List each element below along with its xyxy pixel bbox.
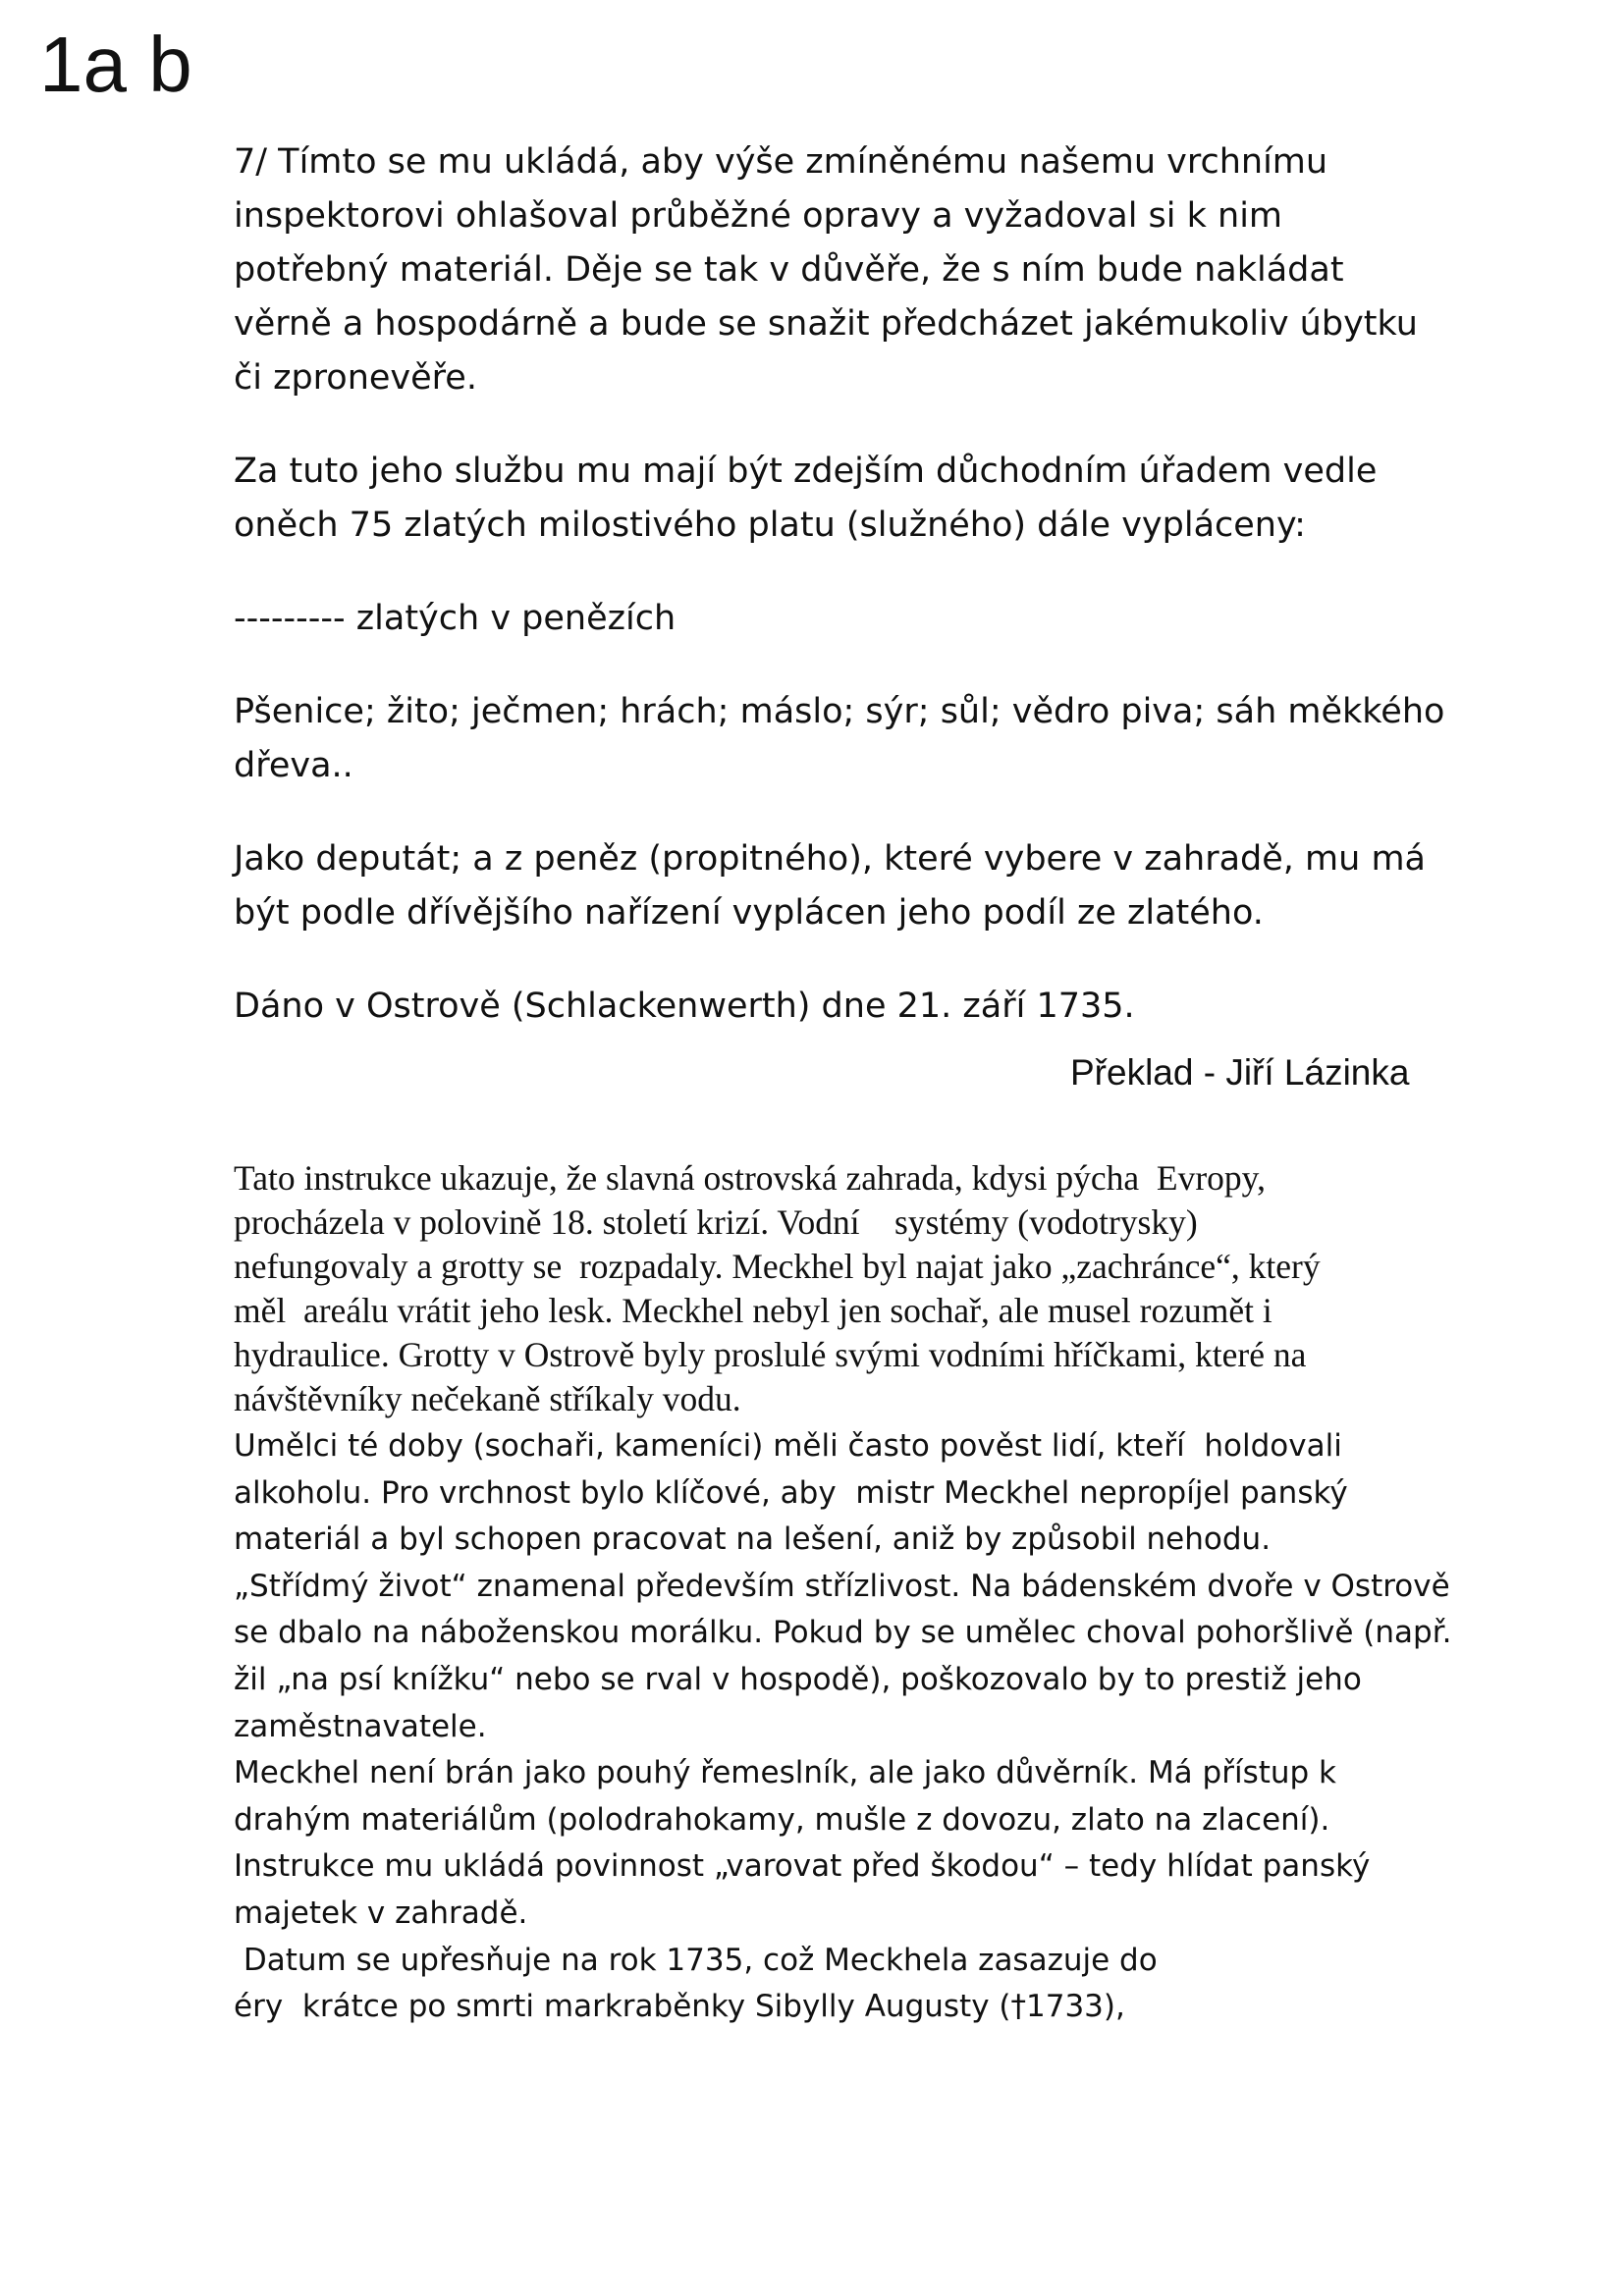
paragraph-money xyxy=(234,592,1510,646)
text-line: alkoholu. Pro vrchnost bylo klíčové, aby mistr Meckhel nepropíjel panský xyxy=(234,1474,1348,1511)
text-line: Dáno v Ostrově (Schlackenwerth) dne 21. září 1735. xyxy=(234,987,1135,1026)
commentary-sans-block xyxy=(234,1423,1540,2031)
paragraph-deputat xyxy=(234,832,1510,940)
text-line: hydraulice. Grotty v Ostrově byly proslulé svými vodními hříčkami, které na xyxy=(234,1335,1307,1374)
text-line: --------- zlatých v penězích xyxy=(234,599,677,638)
text-line: Umělci té doby (sochaři, kameníci) měli často pověst lidí, kteří holdovali xyxy=(234,1428,1342,1464)
text-line: zaměstnavatele. xyxy=(234,1708,487,1744)
text-line: návštěvníky nečekaně stříkaly vodu. xyxy=(234,1379,741,1418)
text-line: Datum se upřesňuje na rok 1735, což Meckhela zasazuje do xyxy=(234,1942,1158,1978)
translator-credit: Překlad - Jiří Lázinka xyxy=(1070,1052,1410,1093)
paragraph-date xyxy=(234,980,1510,1034)
text-line: Jako deputát; a z peněz (propitného), které vybere v zahradě, mu má xyxy=(234,839,1426,879)
text-line: drahým materiálům (polodrahokamy, mušle z dovozu, zlato na zlacení). xyxy=(234,1801,1330,1838)
text-line: či zpronevěře. xyxy=(234,358,477,398)
text-line: potřebný materiál. Děje se tak v důvěře, že s ním bude nakládat xyxy=(234,250,1344,290)
page-label: 1a b xyxy=(39,21,192,108)
text-line: procházela v polovině 18. století krizí. Vodní systémy (vodotrysky) xyxy=(234,1202,1198,1242)
text-line: se dbalo na náboženskou morálku. Pokud by se umělec choval pohoršlivě (např. xyxy=(234,1615,1452,1651)
text-line: dřeva.. xyxy=(234,746,353,785)
text-line: věrně a hospodárně a bude se snažit předcházet jakémukoliv úbytku xyxy=(234,304,1418,344)
text-line: měl areálu vrátit jeho lesk. Meckhel nebyl jen sochař, ale musel rozumět i xyxy=(234,1291,1272,1330)
translation-text xyxy=(234,135,1510,1071)
paragraph-goods xyxy=(234,685,1510,793)
text-line: éry krátce po smrti markraběnky Sibylly Augusty (†1733), xyxy=(234,1989,1125,2025)
text-line: oněch 75 zlatých milostivého platu (služného) dále vypláceny: xyxy=(234,506,1306,545)
text-line: Tato instrukce ukazuje, že slavná ostrovská zahrada, kdysi pýcha Evropy, xyxy=(234,1158,1266,1198)
text-line: materiál a byl schopen pracovat na lešení, aniž by způsobil nehodu. xyxy=(234,1522,1272,1558)
text-line: majetek v zahradě. xyxy=(234,1895,528,1931)
text-line: inspektorovi ohlašoval průběžné opravy a vyžadoval si k nim xyxy=(234,196,1283,236)
text-line: „Střídmý život“ znamenal především střízlivost. Na bádenském dvoře v Ostrově xyxy=(234,1568,1450,1604)
text-line: být podle dřívějšího nařízení vyplácen jeho podíl ze zlatého. xyxy=(234,893,1264,933)
text-line: 7/ Tímto se mu ukládá, aby výše zmíněnému našemu vrchnímu xyxy=(234,142,1328,182)
text-line: nefungovaly a grotty se rozpadaly. Meckhel byl najat jako „zachránce“, který xyxy=(234,1247,1321,1286)
text-line: Za tuto jeho službu mu mají být zdejším důchodním úřadem vedle xyxy=(234,452,1378,491)
text-line: žil „na psí knížku“ nebo se rval v hospodě), poškozovalo by to prestiž jeho xyxy=(234,1661,1362,1697)
paragraph-salary xyxy=(234,445,1510,553)
paragraph-instruction-7 xyxy=(234,135,1510,405)
text-line: Meckhel není brán jako pouhý řemeslník, ale jako důvěrník. Má přístup k xyxy=(234,1755,1337,1791)
text-line: Pšenice; žito; ječmen; hrách; máslo; sýr; sůl; vědro piva; sáh měkkého xyxy=(234,692,1445,731)
commentary-serif-block xyxy=(234,1156,1510,1421)
text-line: Instrukce mu ukládá povinnost „varovat před škodou“ – tedy hlídat panský xyxy=(234,1848,1371,1885)
